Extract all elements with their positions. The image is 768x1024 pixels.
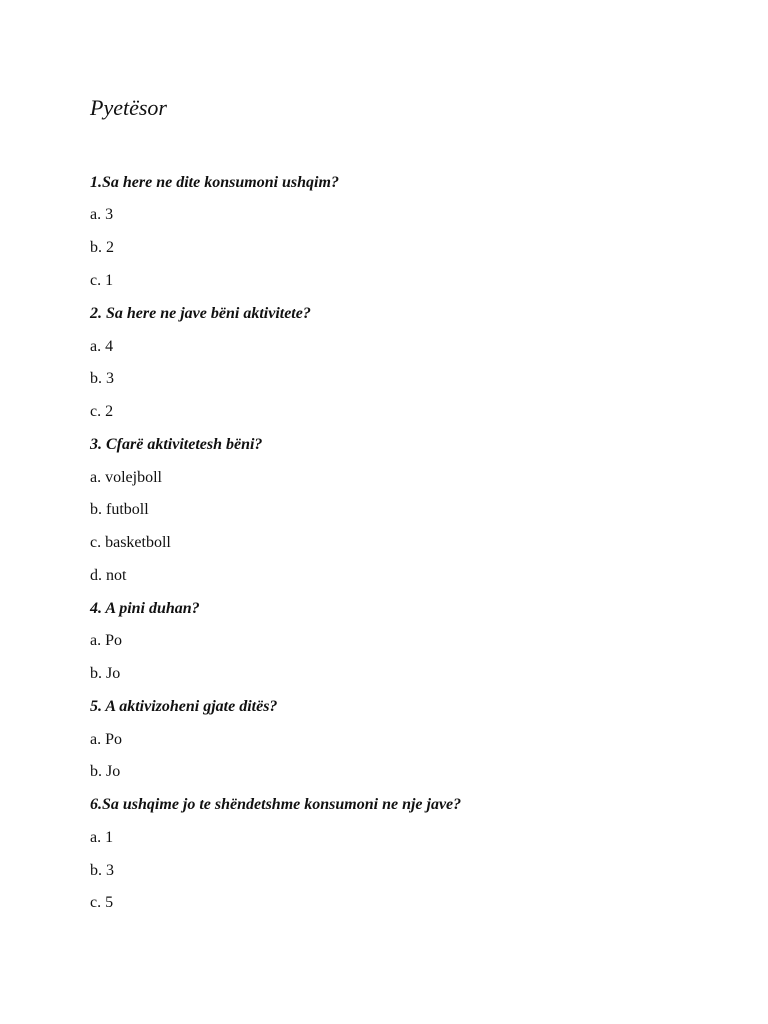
question-4-option-a: a. Po — [90, 632, 122, 649]
question-1-option-b: b. 2 — [90, 239, 114, 256]
question-4: 4. A pini duhan? — [90, 600, 200, 617]
question-6: 6.Sa ushqime jo te shëndetshme konsumoni ne nje jave? — [90, 796, 462, 813]
question-5-option-b: b. Jo — [90, 763, 121, 780]
question-1: 1.Sa here ne dite konsumoni ushqim? — [90, 174, 339, 191]
question-5: 5. A aktivizoheni gjate ditës? — [90, 698, 278, 715]
question-2-option-a: a. 4 — [90, 338, 114, 355]
question-3-option-c: c. basketboll — [90, 534, 171, 551]
question-3: 3. Cfarë aktivitetesh bëni? — [90, 436, 263, 453]
question-4-option-b: b. Jo — [90, 665, 121, 682]
question-5-option-a: a. Po — [90, 731, 122, 748]
question-2-option-b: b. 3 — [90, 370, 114, 387]
document-title: Pyetësor — [90, 95, 167, 120]
question-6-option-b: b. 3 — [90, 862, 114, 879]
question-2-option-c: c. 2 — [90, 403, 114, 420]
question-1-option-a: a. 3 — [90, 206, 114, 223]
question-3-option-a: a. volejboll — [90, 469, 162, 486]
question-2: 2. Sa here ne jave bëni aktivitete? — [90, 305, 311, 322]
question-6-option-c: c. 5 — [90, 894, 114, 911]
question-1-option-c: c. 1 — [90, 272, 114, 289]
question-3-option-b: b. futboll — [90, 501, 149, 518]
question-3-option-d: d. not — [90, 567, 127, 584]
question-6-option-a: a. 1 — [90, 829, 114, 846]
